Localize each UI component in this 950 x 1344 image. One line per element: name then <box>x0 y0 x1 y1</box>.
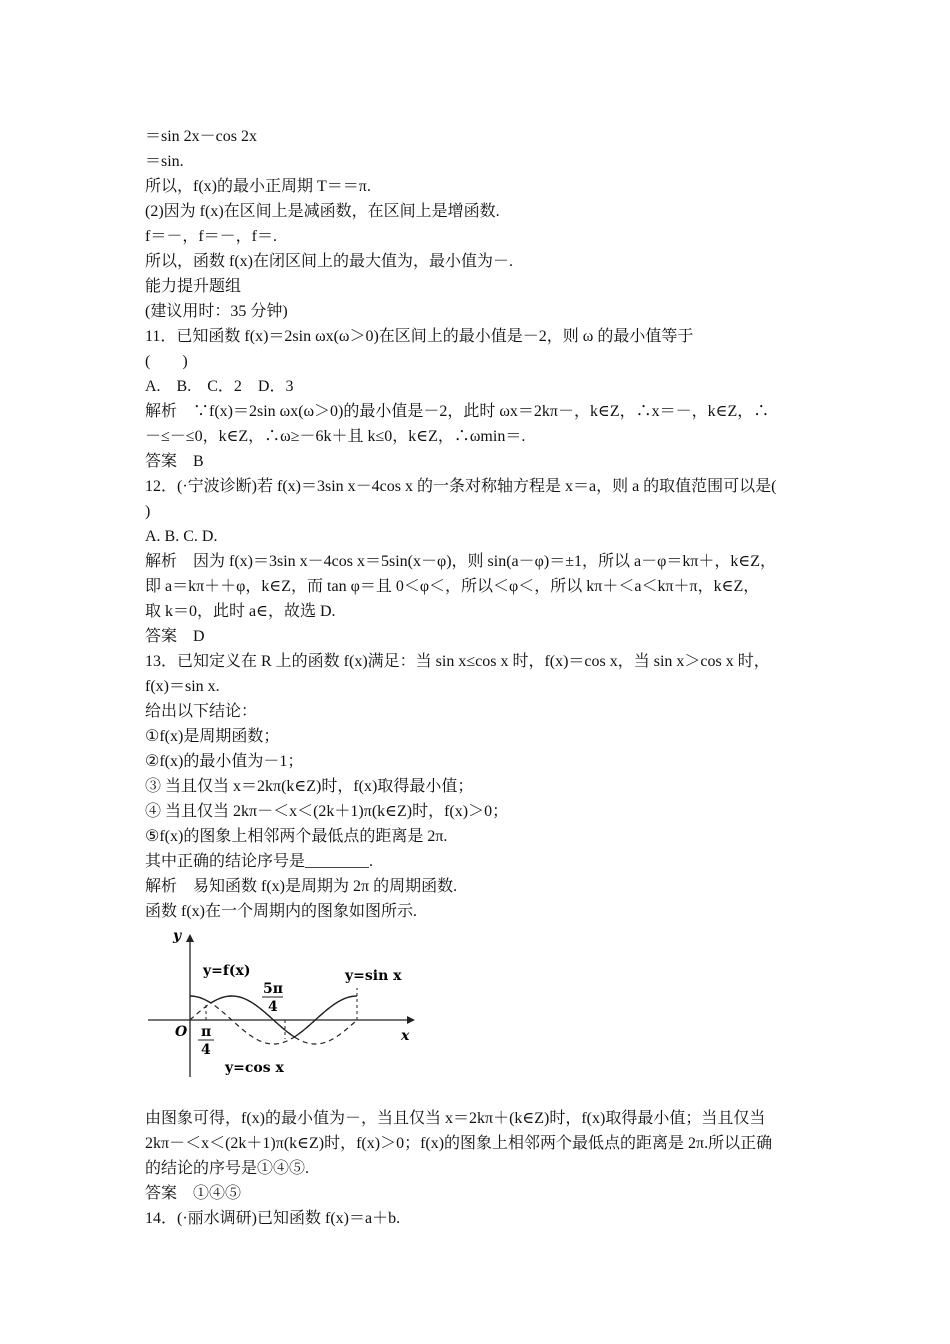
function-graph <box>145 930 425 1080</box>
text-line: 答案 B <box>145 453 204 470</box>
text-line: 2kπ－＜x＜(2k＋1)π(k∈Z)时，f(x)＞0；f(x)的图象上相邻两个最低点的距离是 2π.所以正确 <box>145 1135 773 1152</box>
text-line: 的结论的序号是①④⑤. <box>145 1160 310 1177</box>
text-line: 13．已知定义在 R 上的函数 f(x)满足：当 sin x≤cos x 时，f(x)＝cos x，当 sin x＞cos x 时， <box>145 653 770 670</box>
text-line: 函数 f(x)在一个周期内的图象如图所示. <box>145 903 417 920</box>
text-line: 其中正确的结论序号是________. <box>145 853 374 870</box>
text-line: 取 k＝0，此时 a∈，故选 D. <box>145 603 336 620</box>
document-page <box>145 124 825 1231</box>
text-line: 答案 D <box>145 628 205 645</box>
text-block-top <box>145 124 825 924</box>
text-line: ④ 当且仅当 2kπ－＜x＜(2k＋1)π(k∈Z)时，f(x)＞0； <box>145 803 509 820</box>
text-line: 12．(·宁波诊断)若 f(x)＝3sin x－4cos x 的一条对称轴方程是 x＝a，则 a 的取值范围可以是( <box>145 478 777 495</box>
text-line: 11．已知函数 f(x)＝2sin ωx(ω＞0)在区间上的最小值是－2，则 ω 的最小值等于 <box>145 328 694 345</box>
tick-pi-4-numerator: π <box>201 1024 212 1040</box>
text-line: 即 a＝kπ＋＋φ，k∈Z，而 tan φ＝且 0＜φ＜，所以＜φ＜，所以 kπ＋＜a＜kπ＋π，k∈Z， <box>145 578 760 595</box>
origin-label: O <box>175 1024 188 1040</box>
text-line: 给出以下结论： <box>145 703 258 720</box>
text-block-bottom <box>145 1106 825 1231</box>
y-axis-label: y <box>173 930 182 944</box>
text-line: A. B. C．2 D．3 <box>145 378 294 395</box>
sin-label: y=sin x <box>345 968 402 984</box>
text-line: 解析 易知函数 f(x)是周期为 2π 的周期函数. <box>145 878 458 895</box>
text-line: 能力提升题组 <box>145 278 242 295</box>
text-line: ( ) <box>145 353 188 370</box>
cos-label: y=cos x <box>225 1060 284 1076</box>
text-line: f(x)＝sin x. <box>145 678 220 695</box>
text-line: 解析 因为 f(x)＝3sin x－4cos x＝5sin(x－φ)，则 sin(a－φ)＝±1，所以 a－φ＝kπ＋，k∈Z， <box>145 553 777 570</box>
x-axis-label: x <box>401 1028 410 1044</box>
text-line: f＝－，f＝－，f＝. <box>145 228 277 245</box>
text-line: 所以，函数 f(x)在闭区间上的最大值为，最小值为－. <box>145 253 513 270</box>
text-line: ①f(x)是周期函数； <box>145 728 280 745</box>
y-axis-arrow <box>186 934 194 942</box>
text-line: 14．(·丽水调研)已知函数 f(x)＝a＋b. <box>145 1210 401 1227</box>
text-line: (建议用时：35 分钟) <box>145 303 288 320</box>
tick-5pi-4-denominator: 4 <box>268 999 278 1015</box>
text-line: ＝sin 2x－cos 2x <box>145 128 258 145</box>
text-line: A. B. C. D. <box>145 528 218 545</box>
text-line: 所以，f(x)的最小正周期 T＝＝π. <box>145 178 371 195</box>
tick-pi-4-denominator: 4 <box>201 1042 211 1058</box>
text-line: ＝sin. <box>145 153 184 170</box>
text-line: ) <box>145 503 151 520</box>
text-line: ②f(x)的最小值为－1； <box>145 753 304 770</box>
text-line: ⑤f(x)的图象上相邻两个最低点的距离是 2π. <box>145 828 448 845</box>
text-line: (2)因为 f(x)在区间上是减函数，在区间上是增函数. <box>145 203 500 220</box>
text-line: 由图象可得，f(x)的最小值为－，当且仅当 x＝2kπ＋(k∈Z)时，f(x)取得最小值；当且仅当 <box>145 1110 766 1127</box>
fx-label: y=f(x) <box>203 963 251 979</box>
tick-5pi-4-numerator: 5π <box>263 981 283 997</box>
text-line: －≤－≤0，k∈Z，∴ω≥－6k＋且 k≤0，k∈Z，∴ωmin＝. <box>145 428 526 445</box>
text-line: 答案 ①④⑤ <box>145 1185 242 1202</box>
function-graph-figure <box>145 930 425 1080</box>
text-line: ③ 当且仅当 x＝2kπ(k∈Z)时，f(x)取得最小值； <box>145 778 474 795</box>
x-axis-arrow <box>407 1016 415 1024</box>
text-line: 解析 ∵f(x)＝2sin ωx(ω＞0)的最小值是－2，此时 ωx＝2kπ－，k∈Z，∴x＝－，k∈Z，∴ <box>145 403 770 420</box>
